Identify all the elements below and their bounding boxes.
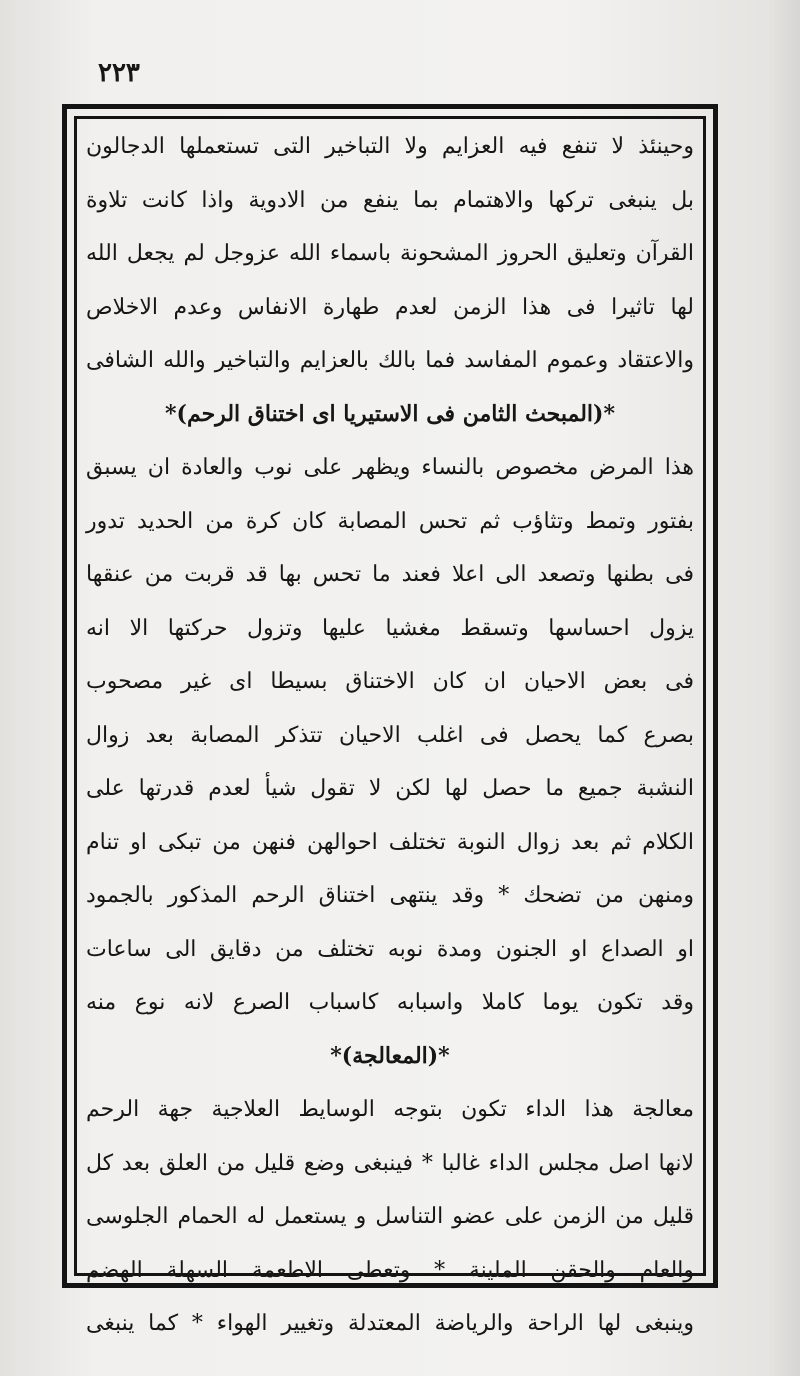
text-block bbox=[80, 120, 700, 1336]
text-line: بل ينبغى تركها والاهتمام بما ينفع من الادوية واذا كانت تلاوة bbox=[86, 187, 694, 213]
text-line: النشبة جميع ما حصل لها لكن لا تقول شيأ لعدم قدرتها على bbox=[86, 776, 694, 801]
section-heading: *(المبحث الثامن فى الاستيريا اى اختناق الرحم)* bbox=[165, 400, 615, 427]
text-line: وينبغى لها الراحة والرياضة المعتدلة وتغيير الهواء * كما ينبغى bbox=[86, 1311, 694, 1336]
text-line: بصرع كما يحصل فى اغلب الاحيان تتذكر المصابة بعد زوال bbox=[86, 722, 694, 748]
text-line: لها تاثيرا فى هذا الزمن لعدم طهارة الانفاس وعدم الاخلاص bbox=[86, 294, 694, 320]
page-number: ٢٢٣ bbox=[98, 58, 140, 88]
text-line: فى بعض الاحيان ان كان الاختناق بسيطا اى غير مصحوب bbox=[86, 669, 694, 694]
text-line: قليل من الزمن على عضو التناسل و يستعمل له الحمام الجلوسى bbox=[86, 1204, 694, 1229]
text-line: ومنهن من تضحك * وقد ينتهى اختناق الرحم المذكور بالجمود bbox=[86, 883, 694, 908]
text-line: وحينئذ لا تنفع فيه العزايم ولا التباخير التى تستعملها الدجالون bbox=[86, 134, 694, 159]
text-line: هذا المرض مخصوص بالنساء ويظهر على نوب والعادة ان يسبق bbox=[86, 455, 694, 480]
text-line: وقد تكون يوما كاملا واسبابه كاسباب الصرع لانه نوع منه bbox=[86, 990, 694, 1015]
text-line: بفتور وتمط وتثاؤب ثم تحس المصابة كان كرة من الحديد تدور bbox=[86, 508, 694, 534]
text-line: لانها اصل مجلس الداء غالبا * فينبغى وضع قليل من العلق بعد كل bbox=[86, 1150, 694, 1176]
text-line: معالجة هذا الداء تكون بتوجه الوسايط العلاجية جهة الرحم bbox=[86, 1097, 694, 1122]
section-heading: *(المعالجة)* bbox=[330, 1042, 450, 1069]
text-line: القرآن وتعليق الحروز المشحونة باسماء الله عزوجل لم يجعل الله bbox=[86, 241, 694, 266]
text-line: يزول احساسها وتسقط مغشيا عليها وتزول حركتها الا انه bbox=[86, 615, 694, 641]
text-line: والعام والحقن الملينة * وتعطى الاطعمة السهلة الهضم bbox=[86, 1257, 694, 1283]
text-line: الكلام ثم بعد زوال النوبة تختلف احوالهن فنهن من تبكى او تنام bbox=[86, 829, 694, 855]
text-line: والاعتقاد وعموم المفاسد فما بالك بالعزايم والتباخير والله الشافى bbox=[86, 348, 694, 373]
text-line: او الصداع او الجنون ومدة نوبه تختلف من دقايق الى ساعات bbox=[86, 936, 694, 962]
text-line: فى بطنها وتصعد الى اعلا فعند ما تحس بها قد قربت من عنقها bbox=[86, 562, 694, 587]
